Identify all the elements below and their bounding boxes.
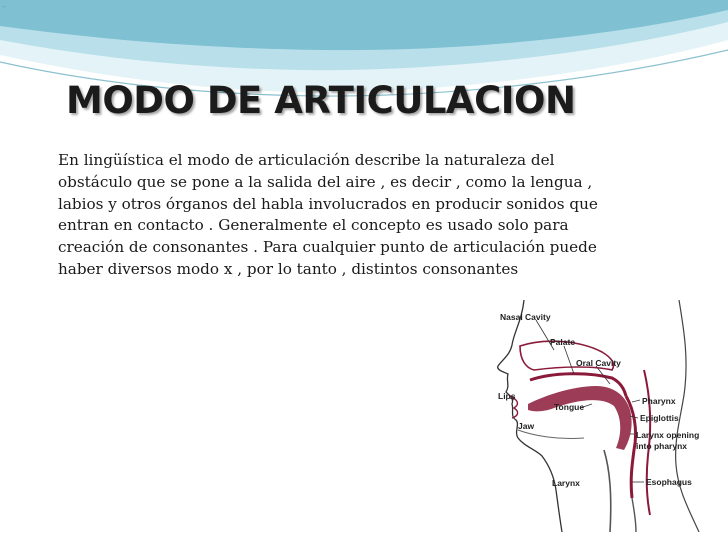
slide-title: MODO DE ARTICULACION — [66, 79, 576, 122]
label-larynx-opening-line2: into pharynx — [636, 441, 688, 451]
corner-mark: – — [2, 2, 6, 11]
vocal-tract-diagram — [484, 300, 716, 532]
neck-outline — [676, 300, 699, 532]
label-larynx-opening-line1: Larynx opening — [636, 430, 700, 440]
label-oral-cavity: Oral Cavity — [576, 358, 621, 368]
esophagus-tube — [632, 498, 636, 532]
face-profile — [498, 300, 562, 532]
label-larynx: Larynx — [552, 478, 580, 488]
larynx-tube — [604, 450, 611, 532]
label-epiglottis: Epiglottis — [640, 413, 679, 423]
label-tongue: Tongue — [554, 402, 585, 412]
label-palate: Palate — [550, 337, 576, 347]
label-nasal-cavity: Nasal Cavity — [500, 312, 551, 322]
jaw-line — [518, 430, 584, 439]
label-jaw: Jaw — [518, 421, 535, 431]
label-esophagus: Esophagus — [646, 477, 692, 487]
label-lips: Lips — [498, 391, 516, 401]
body-paragraph: En lingüística el modo de articulación describe la naturaleza del obstáculo que se pone a la salida del aire , es decir , como la lengua , labios y otros órganos del habla involucrados en producir sonidos que entran en contacto . Generalmente el concepto es usado solo para creación de consonantes . Para cualquier punto de articulación puede haber diversos modo x , por lo tanto , distintos consonantes — [58, 151, 598, 278]
label-pharynx: Pharynx — [642, 396, 676, 406]
tongue-shape — [528, 386, 632, 450]
